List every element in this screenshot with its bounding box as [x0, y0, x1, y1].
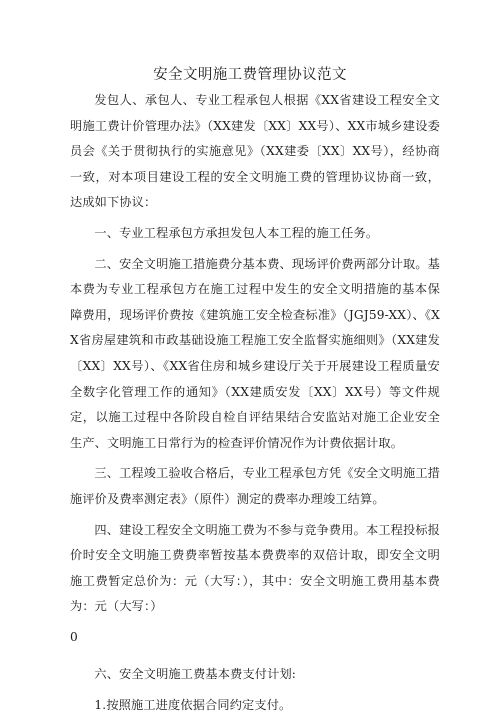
clause-two-paragraph: 二、安全文明施工措施费分基本费、现场评价费两部分计取。基本费为专业工程承包方在施工过程中发生的安全文明措施的基本保障费用，现场评价费按《建筑施工安全检查标准》（JGJ59-XX）、《XX省房屋建筑和市政基础设施工程施工安全监督实施细则》（XX建发〔XX〕XX号）、《XX省住房和城乡建设厅关于开展建设工程质量安全数字化管理工作的通知》（XX建质安发〔XX〕XX号）等文件规定，以施工过程中各阶段自检自评结果结合安监站对施工企业安全生产、文明施工日常行为的检查评价情况作为计费依据计取。: [70, 256, 440, 450]
intro-paragraph: 发包人、承包人、专业工程承包人根据《XX省建设工程安全文明施工费计价管理办法》（XX建发〔XX〕XX号）、XX市城乡建设委员会《关于贯彻执行的实施意见》（XX建委〔XX〕XX号），经协商一致，对本项目建设工程的安全文明施工费的管理协议协商一致，达成如下协议：: [70, 93, 440, 210]
clause-three-paragraph: 三、工程竣工验收合格后，专业工程承包方凭《安全文明施工措施评价及费率测定表》（原件）测定的费率办理竣工结算。: [70, 466, 440, 506]
document-body: [70, 88, 440, 724]
clause-four-paragraph: 四、建设工程安全文明施工费为不参与竞争费用。本工程投标报价时安全文明施工费费率暂按基本费费率的双倍计取，即安全文明施工费暂定总价为：元（大写：），其中：安全文明施工费用基本费为：元（大写：）: [70, 522, 440, 614]
clause-six-item-one: 1.按照施工进度依据合同约定支付。: [94, 698, 292, 713]
trailing-zero-text: 0: [70, 629, 78, 644]
clause-six-heading: 六、安全文明施工费基本费支付计划:: [94, 667, 297, 682]
clause-one-paragraph: 一、专业工程承包方承担发包人本工程的施工任务。: [94, 225, 379, 240]
document-title: 安全文明施工费管理协议范文: [153, 67, 347, 83]
